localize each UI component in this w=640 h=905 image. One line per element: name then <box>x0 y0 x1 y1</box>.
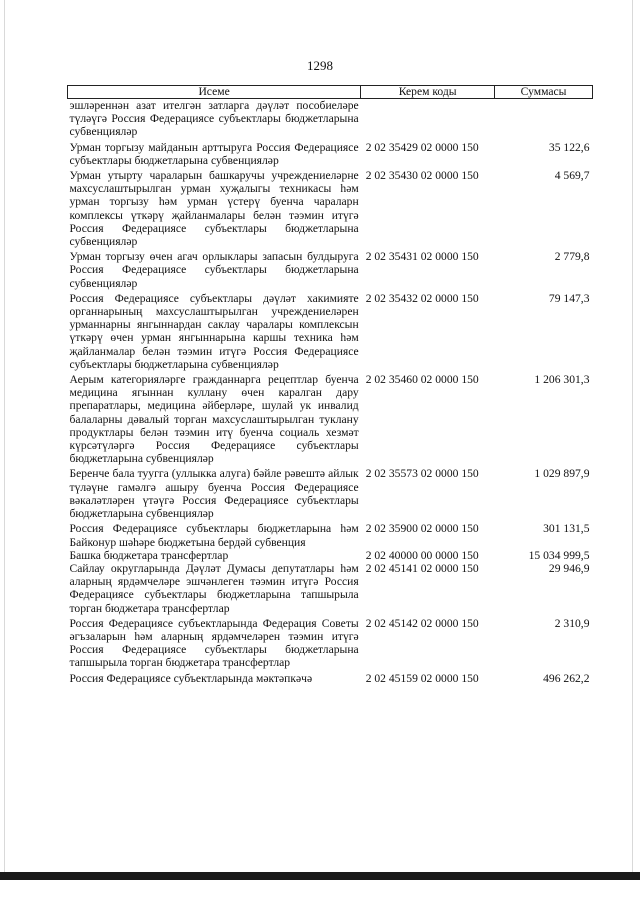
row-sum: 301 131,5 <box>543 522 590 536</box>
row-sum: 35 122,6 <box>548 140 590 154</box>
left-page-edge <box>4 0 5 880</box>
row-code: 2 02 45141 02 0000 150 <box>365 561 479 575</box>
row-name: Башка бюджетара трансфертлар <box>69 548 229 562</box>
row-sum: 15 034 999,5 <box>528 548 590 562</box>
row-sum <box>495 99 593 139</box>
row-code: 2 02 35432 02 0000 150 <box>365 291 479 305</box>
row-sum: 2 310,9 <box>554 616 590 630</box>
row-sum: 29 946,9 <box>548 561 590 575</box>
row-sum: 496 262,2 <box>543 671 590 685</box>
row-code: 2 02 35900 02 0000 150 <box>365 522 479 536</box>
row-code: 2 02 35429 02 0000 150 <box>365 140 479 154</box>
scan-bottom-edge <box>0 872 640 880</box>
row-sum: 79 147,3 <box>548 291 590 305</box>
row-name: Аерым категорияләрге гражданнарга рецептлар буенча медицина ягыннан куллану өчен каралган дару препаратлары, медицина әйберләре, шулай ук инвалид балаларны дәвалый торган махсуслаштырылган туклану продуктлары белән тәэмин итү буенча социаль хезмәт күрсәтүләргә Россия Федерациясе субъектлары бюджетларына субвенцияләр <box>69 373 359 466</box>
row-code: 2 02 35430 02 0000 150 <box>365 169 479 183</box>
budget-table <box>67 85 593 685</box>
row-code: 2 02 45159 02 0000 150 <box>365 671 479 685</box>
table-row <box>68 371 593 465</box>
table-row <box>68 139 593 167</box>
table-row <box>68 615 593 670</box>
table-row <box>68 290 593 371</box>
header-code: Керем коды <box>361 86 495 99</box>
row-name: Сайлау округларында Дәүләт Думасы депутатлары һәм аларның ярдәмчеләре эшчәнлеген тәэмин итүгә Россия Федерациясе субъектлары бюджетларына тапшырыла торган бюджетара трансфертлар <box>69 561 359 615</box>
row-name: Россия Федерациясе субъектларында Федерация Советы әгъзаларын һәм аларның ярдәмчеләрен тәэмин итүгә Россия Федерациясе субъектлары бюджетларына тапшырыла торган бюджетара трансфертлар <box>69 616 359 670</box>
table-row <box>68 520 593 548</box>
row-code: 2 02 45142 02 0000 150 <box>365 616 479 630</box>
row-sum: 2 779,8 <box>554 250 590 264</box>
row-name: Урман утырту чараларын башкаручы учреждениеләрне махсуслаштырылган урман хуҗалыгы техникасы һәм урман торгызу һәм урман үстерү буенча чараларн комплексы үткәрү җайланмалары белән тәэмин итүгә Россия Федерациясе субъектлары бюджетларына субвенцияләр <box>69 169 359 249</box>
row-code: 2 02 35460 02 0000 150 <box>365 373 479 387</box>
table-header-row <box>68 86 593 99</box>
table-row <box>68 670 593 685</box>
table-row <box>68 562 593 615</box>
table-row <box>68 167 593 248</box>
row-name: Урман торгызу өчен агач орлыклары запасын булдыруга Россия Федерациясе субъектлары бюджетларына субвенцияләр <box>69 250 359 290</box>
table-row <box>68 99 593 139</box>
row-sum: 4 569,7 <box>554 169 590 183</box>
row-name: Урман торгызу майданын арттыруга Россия Федерациясе субъектлары бюджетларына субвенцияләр <box>69 140 359 167</box>
row-sum: 1 206 301,3 <box>534 373 590 387</box>
row-code: 2 02 40000 00 0000 150 <box>365 548 479 562</box>
row-name: Беренче бала туугга (уллыкка алуга) бәйле рәвештә айлык түләүне гамәлгә ашыру буенча Россия Федерациясе вәкаләтләрен үтәүгә Россия Федерациясе субъектлары бюджетларына субвенцияләр <box>69 467 359 521</box>
header-name: Исеме <box>68 86 361 99</box>
row-name: Россия Федерациясе субъектларында мәктәпкәчә <box>69 671 313 685</box>
table-row <box>68 248 593 290</box>
row-code: 2 02 35431 02 0000 150 <box>365 250 479 264</box>
table-row <box>68 465 593 520</box>
right-page-edge <box>632 0 633 880</box>
row-name: эшләреннән азат ителгән затларга дәүләт пособиеләре түләүгә Россия Федерациясе субъектлары бюджетларына субвенцияләр <box>69 99 359 139</box>
row-sum: 1 029 897,9 <box>534 467 590 481</box>
header-sum: Суммасы <box>495 86 593 99</box>
page-number: 1298 <box>307 58 333 73</box>
row-name: Россия Федерациясе субъектлары бюджетларына һәм Байконур шәһәре бюджетына бердәй субвенция <box>69 522 359 549</box>
row-code <box>361 99 495 139</box>
row-name: Россия Федерациясе субъектлары дәүләт хакимияте органнарының махсуслаштырылган учреждениеләрен урманнарны янгыннардан саклау чаралары комплексын үткәрү өчен урман янгыннарына каршы техника һәм җайланмалар белән тәэмин итүгә Россия Федерациясе субъектлары бюджетларына субвенцияләр <box>69 291 359 371</box>
table-row <box>68 549 593 562</box>
row-code: 2 02 35573 02 0000 150 <box>365 467 479 481</box>
